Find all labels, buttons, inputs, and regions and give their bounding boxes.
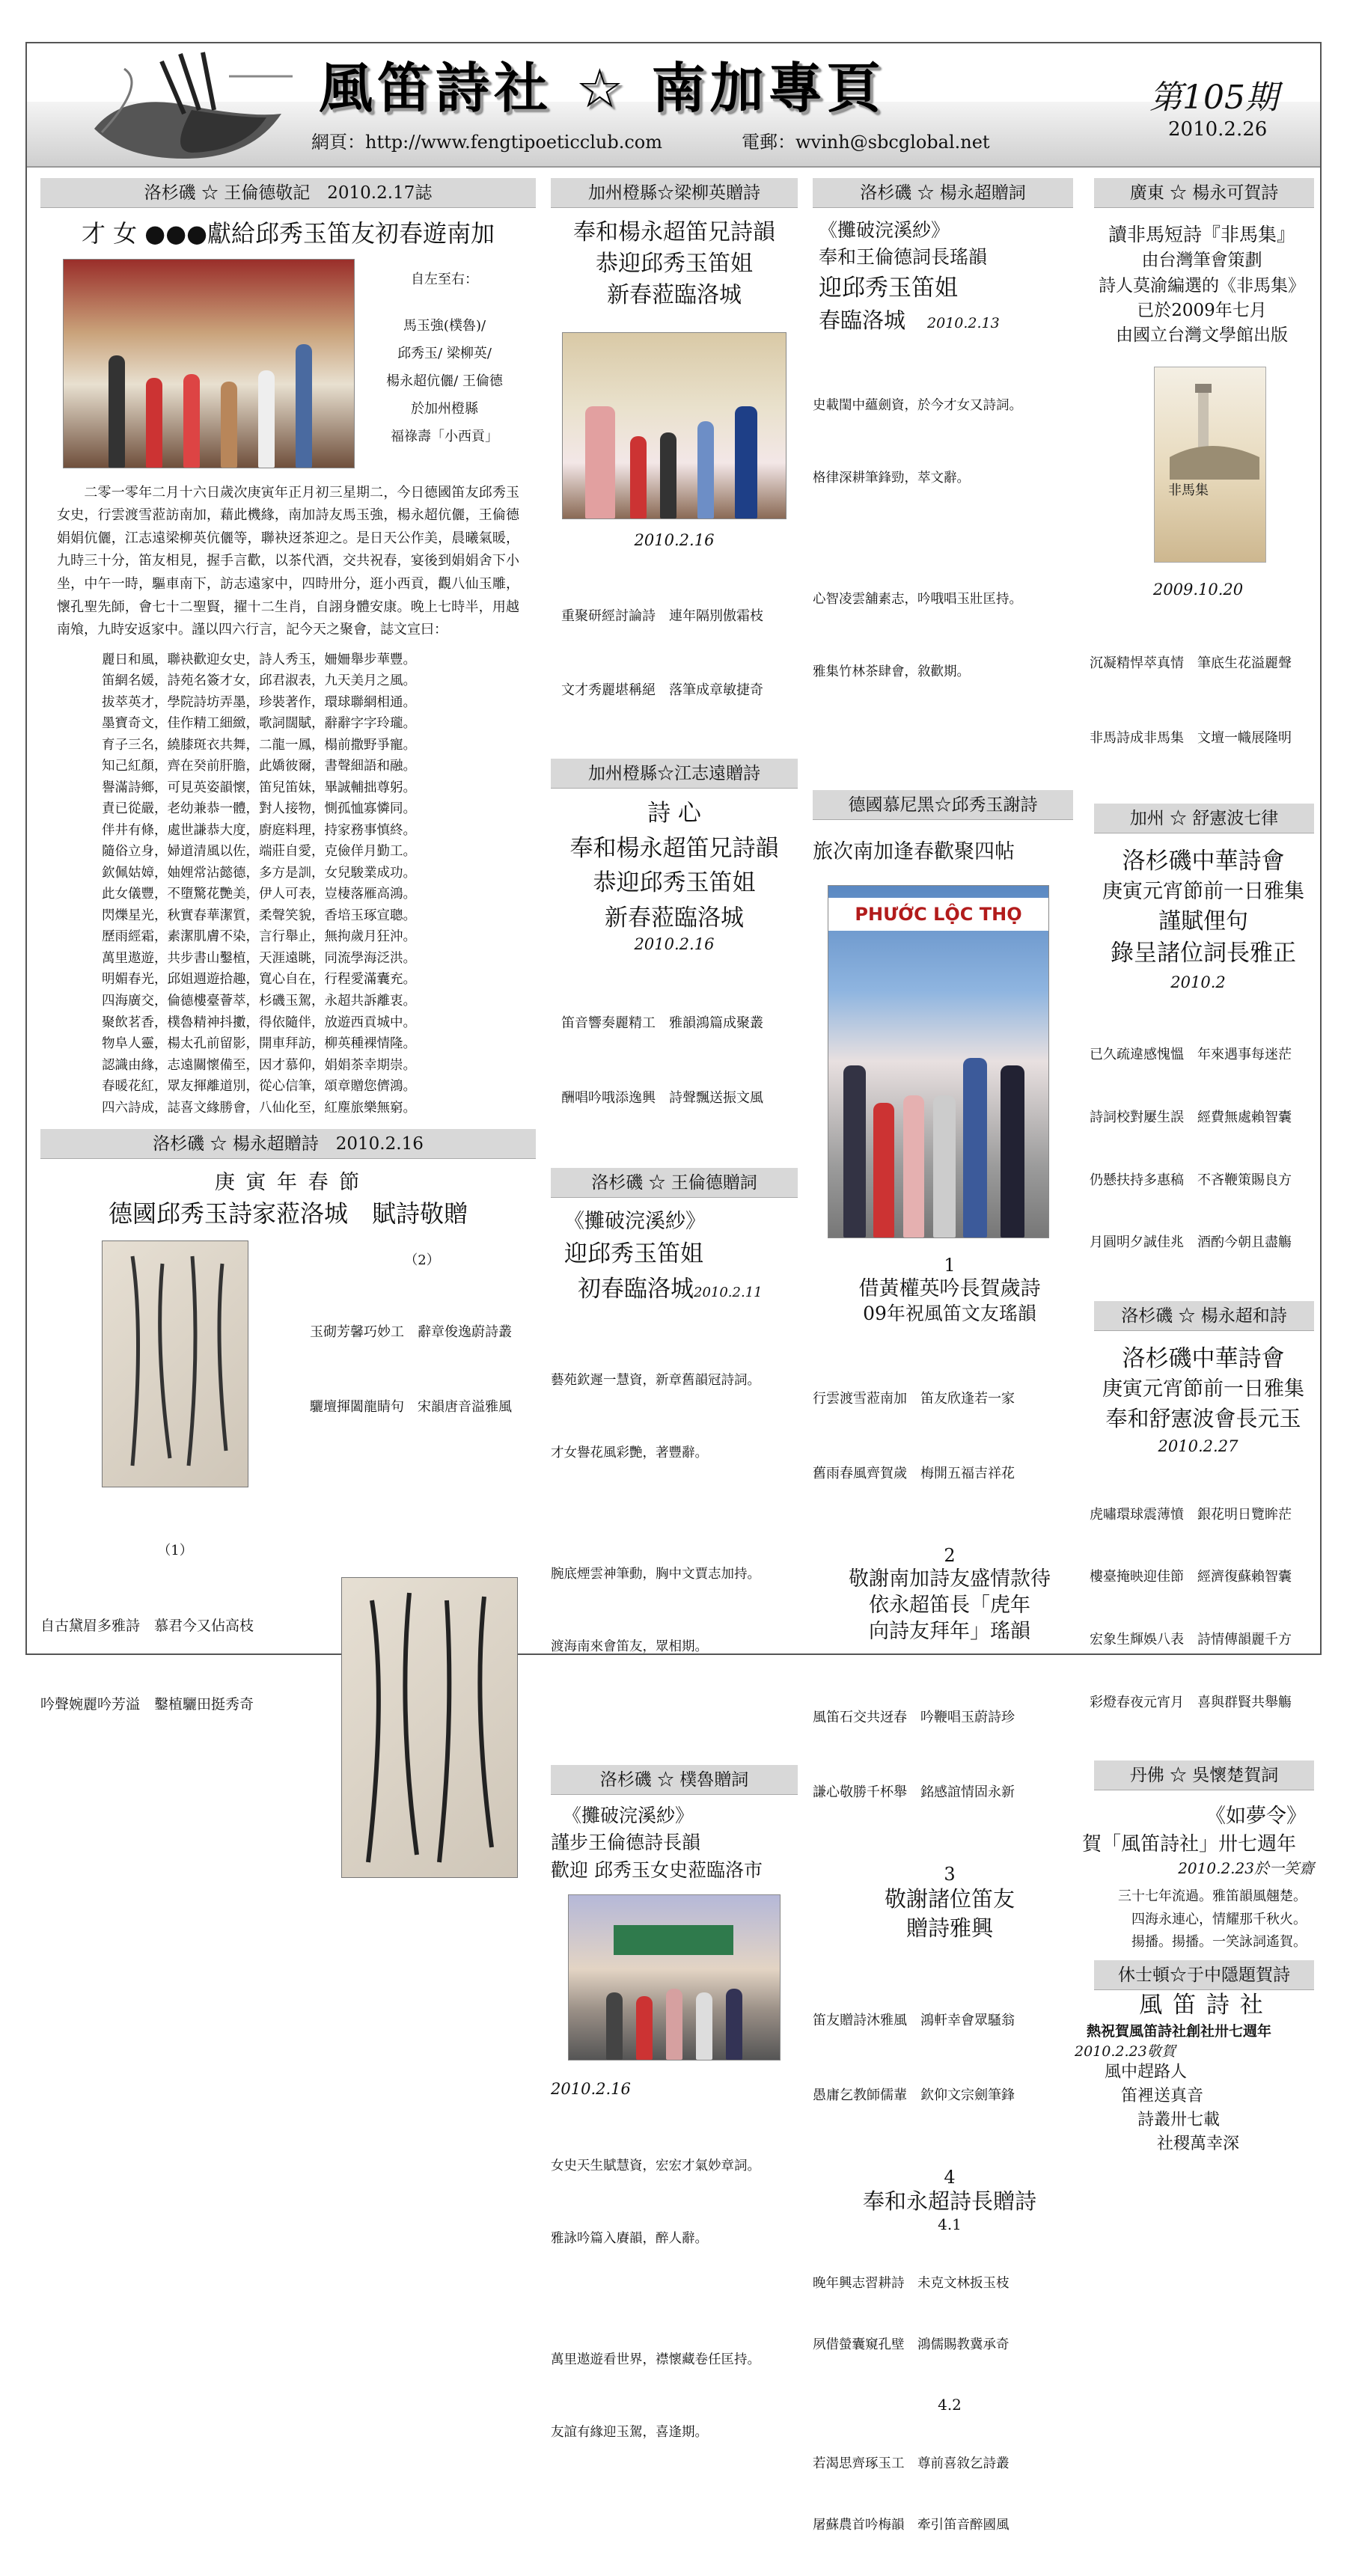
poem-line: 物阜人靈，楊太孔前留影，開車拜訪，柳英種裸情隆。 bbox=[102, 1036, 416, 1052]
title-line: 恭迎邱秀玉笛姐 bbox=[593, 869, 756, 897]
title-line: 《攤破浣溪紗》 bbox=[564, 1209, 706, 1233]
poem-line: 伴井有條，處世謙恭大度，廚庭料理，持家務事慎終。 bbox=[102, 822, 416, 838]
website-link[interactable]: 網頁：http://www.fengtipoeticclub.com bbox=[311, 132, 662, 153]
section-header: 洛杉磯 ☆ 樸魯贈詞 bbox=[551, 1765, 798, 1795]
title-line: 新春蒞臨洛城 bbox=[605, 904, 744, 931]
poem-line: 拔萃英才，學院詩坊弄墨，珍裝著作，環球聯網相通。 bbox=[102, 694, 416, 710]
poem-date: 2010.2.13 bbox=[927, 315, 1000, 332]
poem-title bbox=[813, 1885, 1087, 1943]
title-line: 敬謝諸位笛友 bbox=[884, 1885, 1015, 1912]
group-photo bbox=[828, 885, 1049, 1238]
column-2 bbox=[551, 178, 798, 2493]
poem-title bbox=[813, 1276, 1087, 1327]
poem-line: 友誼有緣迎玉駕，喜逢期。 bbox=[551, 2424, 708, 2440]
intro-line: 讀非馬短詩『非馬集』 bbox=[1108, 224, 1295, 245]
title-line: 庚寅元宵節前一日雅集 bbox=[1102, 880, 1304, 904]
article-prose: 二零一零年二月十六日歲次庚寅年正月初三星期二，今日德國笛友邱秀玉女史，行雲渡雪蒞訪南加，藉此機緣，南加詩友馬玉強，楊永超伉儷，王倫德娟娟伉儷，江志遠梁柳英伉儷等，聯袂迓茶迎之。是日天公作美，晨曦氣暖，九時三十分，笛友相見，握手言歡，以茶代酒，交共祝春，宴後到娟娟舍下小坐，中午一時，驅車南下，訪志遠家中，四時卅分，逛小西貢，觀八仙玉雕，懷孔聖先師，會七十二聖賢，擢十二生肖，自詡身體安康。晚上七時半，用越南飧，九時安返家中。謹以四六行言，記今天之聚會，誌文宣曰： bbox=[57, 484, 519, 638]
title-line: 洛杉磯中華詩會 bbox=[1122, 1345, 1285, 1373]
email-link[interactable]: 電郵：wvinh@sbcglobal.net bbox=[742, 132, 990, 153]
poem-line: 腕底煙雲神筆動，胸中文賈志加持。 bbox=[551, 1567, 760, 1582]
calligraphy-image-2 bbox=[341, 1577, 518, 1878]
masthead-title: 風笛詩社 ☆ 南加專頁 bbox=[319, 57, 885, 120]
poem-number: 2 bbox=[944, 1545, 956, 1567]
group-photo bbox=[568, 1894, 781, 2061]
poem-line: 晚年興志習耕詩 未克文林扳玉枝 bbox=[813, 2276, 1010, 2292]
caption-line: 自左至右： bbox=[411, 271, 478, 287]
poem-subtitle: 熱祝賀風笛詩社創社卅七週年 bbox=[1087, 2023, 1272, 2040]
poem-line: 驪壇揮闔龍睛句 宋韻唐音溢雅風 bbox=[310, 1399, 512, 1416]
title-line: 詩 心 bbox=[647, 800, 701, 827]
title-line: 春臨洛城 bbox=[819, 308, 906, 334]
title-line: 謹賦俚句 bbox=[1158, 908, 1248, 935]
section-header: 洛杉磯 ☆ 楊永超贈詩 2010.2.16 bbox=[40, 1129, 536, 1159]
intro-line: 由國立台灣文學館出版 bbox=[1116, 325, 1288, 346]
section-header: 休士頓☆于中隱題賀詩 bbox=[1094, 1960, 1314, 1990]
poem-line: 責已從嚴，老幼兼恭一體，對人接物，惻孤恤寡憐同。 bbox=[102, 801, 416, 817]
poem-number: 1 bbox=[944, 1255, 956, 1276]
title-line: 庚寅元宵節前一日雅集 bbox=[1102, 1377, 1304, 1401]
newspaper-page bbox=[25, 42, 1322, 2533]
poem-line: 歷雨經霜，素潔肌膚不染，言行舉止，無拘歲月狂沖。 bbox=[102, 929, 416, 945]
poem-line: 屠蘇農首吟梅韻 牽引笛音醉國風 bbox=[813, 2517, 1010, 2533]
title-line: 依永超笛長「虎年 bbox=[869, 1594, 1030, 1618]
title-line: 迎邱秀玉笛姐 bbox=[564, 1240, 703, 1268]
poem bbox=[1075, 1885, 1322, 1954]
poem-line: 格律深耕筆鋒勁，萃文辭。 bbox=[813, 471, 970, 486]
title-line: 奉和楊永超笛兄詩韻 bbox=[573, 219, 775, 245]
restaurant-sign: PHƯỚC LỘC THỌ bbox=[828, 898, 1048, 931]
poem-number: 4 bbox=[944, 2166, 956, 2188]
poem-line: 謙心敬勝千杯舉 銘感誼情固永新 bbox=[813, 1784, 1015, 1800]
poem bbox=[561, 961, 798, 1160]
poem-number: （2） bbox=[404, 1252, 440, 1268]
poem-line: 玉砌芳馨巧妙工 辭章俊逸蔚詩叢 bbox=[310, 1324, 512, 1341]
poem-line: 月圓明夕誠佳兆 酒酌今朝且盡觴 bbox=[1090, 1235, 1292, 1251]
poem-line: 女史天生賦慧資，宏宏才氣妙章詞。 bbox=[551, 2158, 760, 2173]
poem-title bbox=[1075, 845, 1322, 970]
title-line: 新春蒞臨洛城 bbox=[607, 282, 742, 308]
group-photo bbox=[562, 332, 786, 519]
poem bbox=[813, 1655, 1087, 1854]
poem-date: 2010.2.16 bbox=[634, 531, 715, 549]
poem-line: 夙借螢囊窺孔壁 鴻儒賜教冀承奇 bbox=[813, 2337, 1010, 2352]
section-header: 洛杉磯 ☆ 楊永超贈詞 bbox=[813, 178, 1073, 208]
section-header: 洛杉磯 ☆ 王倫德贈詞 bbox=[551, 1168, 798, 1198]
poem-2 bbox=[310, 1270, 534, 1469]
section-header: 洛杉磯 ☆ 王倫德敬記 2010.2.17誌 bbox=[40, 178, 536, 208]
column-1 bbox=[40, 178, 536, 1713]
title-line: 錄呈諸位詞長雅正 bbox=[1111, 940, 1296, 967]
poem-number: 4.2 bbox=[938, 2396, 962, 2414]
issue-date: 2010.2.26 bbox=[1168, 118, 1268, 141]
poem-line: 風中趕路人 bbox=[1105, 2063, 1188, 2082]
poem-line: 揚播。揚播。一笑詠詞遙賀。 bbox=[1131, 1934, 1307, 1951]
poem-line: 詩叢卅七載 bbox=[1137, 2111, 1221, 2130]
intro-line: 由台灣筆會策劃 bbox=[1141, 251, 1262, 271]
poem-line: 雅集竹林茶肆會，敘歡期。 bbox=[813, 664, 970, 680]
title-line: 歡迎 邱秀玉女史蒞臨洛市 bbox=[551, 1858, 763, 1881]
section-header: 德國慕尼黑☆邱秀玉謝詩 bbox=[813, 790, 1073, 820]
poem bbox=[813, 345, 1087, 781]
section-header: 加州橙縣☆江志遠贈詩 bbox=[551, 759, 798, 789]
poem-line: 欽佩姑嫜，妯娌常沾懿德，多方是訓，女兒駿業成功。 bbox=[102, 865, 416, 881]
title-line: 借黃權英吟長賀歲詩 bbox=[858, 1277, 1041, 1301]
poem bbox=[561, 554, 798, 753]
poem-line: 笛音響奏麗精工 雅韻鴻篇成聚叢 bbox=[561, 1015, 763, 1031]
column-4 bbox=[1075, 178, 1322, 2156]
title-line: 初春臨洛城 bbox=[578, 1275, 694, 1303]
poem-date: 2010.2.11 bbox=[694, 1284, 763, 1300]
poem-line: 雅詠吟篇入賡韻，醉人辭。 bbox=[551, 2230, 708, 2246]
caption-line: 福祿壽「小西貢」 bbox=[391, 429, 498, 445]
title-line: 《攤破浣溪紗》 bbox=[819, 219, 950, 241]
poem bbox=[813, 1958, 1087, 2157]
title-line: 奉和楊永超笛兄詩韻 bbox=[569, 834, 779, 862]
poem-title bbox=[813, 1566, 1087, 1645]
poem-line: 明媚春光，邱姐週遊拾趣，寬心自在，行程愛滿囊充。 bbox=[102, 972, 416, 988]
poem-line: 行雲渡雪蒞南加 笛友欣逢若一家 bbox=[813, 1391, 1015, 1407]
poem-line: 笛網名媛，詩苑名簽才女，邱君淑表，九天美月之風。 bbox=[102, 673, 416, 689]
title-line: 奉和舒憲波會長元玉 bbox=[1105, 1406, 1301, 1432]
poem-date: 2010.2.16 bbox=[634, 935, 715, 954]
poem-line: 愚庸乞教師儒輩 欽仰文宗劍筆鋒 bbox=[813, 2087, 1015, 2103]
poem-line: 已久疏違感愧慍 年來遇事每迷茫 bbox=[1090, 1047, 1292, 1063]
poem-1 bbox=[40, 1561, 310, 1771]
poem-title bbox=[1075, 1343, 1322, 1434]
poem-line: 譽滿詩鄉，可見英姿韻懷，笛兒笛妹，畢誠輔拙尊躬。 bbox=[102, 780, 416, 795]
poem-line: 認識由緣，志遠關懷備至，因才慕仰，娟娟茶幸期崇。 bbox=[102, 1057, 416, 1073]
poem-line: 此女儀豐，不墮驚花艷美，伊人可表，豈棲落雁高鴻。 bbox=[102, 887, 416, 902]
poem-line: 社稷萬幸深 bbox=[1157, 2135, 1240, 2154]
poem-line: 史載閨中蘊劍資，於今才女又詩詞。 bbox=[813, 398, 1022, 414]
poem bbox=[813, 1337, 1087, 1536]
bagpipe-logo bbox=[79, 46, 304, 166]
title-line: 奉和王倫德詞長瑤韻 bbox=[819, 246, 988, 269]
poem-title: 賀「風笛詩社」卅七週年 bbox=[1082, 1833, 1297, 1856]
poem-line: 笛裡送真音 bbox=[1121, 2087, 1204, 2106]
poem-line: 渡海南來會笛友，眾相期。 bbox=[551, 1639, 708, 1655]
poem-line: 詩詞校對屢生誤 經費無處賴智囊 bbox=[1090, 1110, 1292, 1126]
poem bbox=[813, 2414, 1087, 2576]
title-line: 敬謝南加詩友盛情款待 bbox=[849, 1567, 1051, 1591]
masthead bbox=[27, 43, 1320, 168]
poem-line: 舊雨春風齊賀歲 梅開五福吉祥花 bbox=[813, 1466, 1015, 1482]
poem-line: 風笛石交共迓春 吟鞭唱玉蔚詩珍 bbox=[813, 1710, 1015, 1726]
poem-title: 旅次南加逢春歡聚四帖 bbox=[813, 840, 1015, 864]
poem-line: 重聚研經討論詩 連年隔別傲霜枝 bbox=[561, 608, 763, 624]
poem-line: 宏象生輝娛八表 詩情傳韻麗千方 bbox=[1090, 1631, 1292, 1648]
poem-line: 仍懸扶持多惠稿 不吝鞭策賜良方 bbox=[1090, 1172, 1292, 1188]
poem-line: 育子三名，繞膝斑衣共舞，二龍一鳳，榻前撒野爭寵。 bbox=[102, 737, 416, 753]
title-line: 謹步王倫德詩長韻 bbox=[551, 1832, 701, 1854]
group-photo bbox=[63, 259, 355, 468]
title-line: 09年祝風笛文友瑤韻 bbox=[863, 1303, 1036, 1325]
poem-title bbox=[551, 1802, 798, 1884]
poem-line: 酬唱吟哦添逸興 詩聲飄送振文風 bbox=[561, 1089, 763, 1106]
intro-text bbox=[1075, 221, 1322, 349]
book-cover bbox=[1154, 367, 1266, 563]
poem-line: 笛友贈詩沐雅風 鴻軒幸會眾騷翁 bbox=[813, 2012, 1015, 2028]
poem-line: 若渴思齊琢玉工 尊前喜敘乞詩叢 bbox=[813, 2456, 1010, 2472]
issue-number: 第105期 bbox=[1149, 79, 1278, 117]
poem-number: （1） bbox=[157, 1542, 193, 1558]
poem bbox=[1090, 1463, 1322, 1754]
section-header: 加州橙縣☆梁柳英贈詩 bbox=[551, 178, 798, 208]
caption-line: 於加州橙縣 bbox=[411, 401, 478, 417]
poem bbox=[1090, 602, 1322, 801]
caption-line: 馬玉強(樸魯)/ bbox=[403, 318, 486, 334]
title-line: 向詩友拜年」瑤韻 bbox=[869, 1620, 1030, 1644]
poem-date: 2009.10.20 bbox=[1152, 580, 1244, 599]
poem-title: 奉和永超詩長贈詩 bbox=[862, 2188, 1036, 2214]
poem-date: 2010.2.27 bbox=[1158, 1437, 1238, 1455]
poem-title bbox=[551, 796, 798, 935]
poem-date: 2010.2.23於一笑齋 bbox=[1178, 1859, 1314, 1878]
intro-line: 詩人莫渝編選的《非馬集》 bbox=[1099, 275, 1305, 296]
poem-line: 三十七年流過。雅笛韻風翹楚。 bbox=[1118, 1888, 1307, 1905]
poem bbox=[1090, 1003, 1322, 1295]
column-3 bbox=[813, 178, 1087, 2576]
poem-line: 藝苑欽遲一慧資，新章舊韻冠詩詞。 bbox=[551, 1373, 760, 1388]
poem-line: 吟聲婉麗吟芳溢 鑿植驪田挺秀奇 bbox=[40, 1696, 254, 1713]
poem-line: 樓臺掩映迎佳節 經濟復蘇賴智囊 bbox=[1090, 1569, 1292, 1585]
poem-line: 自古黛眉多雅詩 慕君今又佔高枝 bbox=[40, 1618, 254, 1635]
poem-date: 2010.2.23敬賀 bbox=[1075, 2043, 1176, 2061]
section-header: 廣東 ☆ 楊永可賀詩 bbox=[1094, 178, 1314, 208]
poem-title bbox=[551, 217, 798, 311]
photo-caption bbox=[362, 266, 527, 451]
caption-line: 楊永超伉儷/ 王倫德 bbox=[386, 373, 503, 390]
poem bbox=[551, 2105, 798, 2493]
book-title: 非馬集 bbox=[1168, 482, 1209, 498]
poem-line: 沉凝精悍萃真情 筆底生花溢麗聲 bbox=[1090, 655, 1292, 672]
poem-line: 墨寶奇文，佳作精工細緻，歌詞闊賦，辭辭字字玲瓏。 bbox=[102, 716, 416, 732]
poem-title bbox=[813, 217, 1087, 336]
article-poem bbox=[40, 642, 536, 1119]
poem bbox=[551, 1320, 798, 1756]
poem bbox=[1075, 2061, 1322, 2156]
poem-number: 4.1 bbox=[938, 2215, 962, 2234]
poem-date: 2010.2 bbox=[1170, 973, 1226, 991]
poem-title: 庚 寅 年 春 節 bbox=[214, 1171, 362, 1195]
poem-line: 萬里遨遊看世界，襟懷藏卷任匡持。 bbox=[551, 2352, 760, 2367]
calligraphy-image-1 bbox=[102, 1240, 248, 1487]
poem-line: 文才秀麗堪稱絕 落筆成章敏捷奇 bbox=[561, 682, 763, 699]
poem-line: 虎嘯環球震薄憤 銀花明日覽眸茫 bbox=[1090, 1506, 1292, 1523]
poem-title: 《如夢令》 bbox=[1206, 1805, 1307, 1829]
poem-line: 聚飲茗香，樸魯精神抖擻，得依隨伴，放遊西貢城中。 bbox=[102, 1015, 416, 1030]
poem-line: 才女譽花風彩艷，著豐辭。 bbox=[551, 1445, 708, 1461]
caption-line: 邱秀玉/ 梁柳英/ bbox=[397, 346, 492, 362]
poem-line: 四海廣交，倫德樓臺薈萃，杉磯玉駕，永超共訴離衷。 bbox=[102, 994, 416, 1009]
poem-line: 彩燈春夜元宵月 喜與群賢共舉觴 bbox=[1090, 1694, 1292, 1710]
article-headline: 才 女 ●●●獻給邱秀玉笛友初春遊南加 bbox=[81, 219, 495, 248]
poem-title: 德國邱秀玉詩家蒞洛城 賦詩敬贈 bbox=[108, 1199, 468, 1229]
poem-line: 春暖花紅，眾友揮離道別，從心信筆，頌章贈您儕鴻。 bbox=[102, 1079, 416, 1095]
poem bbox=[813, 2233, 1087, 2396]
poem-title bbox=[551, 1207, 798, 1307]
poem-line: 萬里遨遊，共步書山鑿植，天涯遠眺，同流學海泛洪。 bbox=[102, 950, 416, 966]
section-header: 加州 ☆ 舒憲波七律 bbox=[1094, 804, 1314, 833]
title-line: 贈詩雅興 bbox=[905, 1915, 993, 1941]
poem-line: 隨俗立身，婦道清風以佐，端莊自愛，克儉佯月勤工。 bbox=[102, 844, 416, 860]
poem-line: 四六詩成，誌喜文緣勝會，八仙化至，紅塵旅樂無窮。 bbox=[102, 1100, 416, 1116]
poem-line: 四海永連心，情耀那千秋火。 bbox=[1131, 1911, 1307, 1927]
section-header: 丹佛 ☆ 吳懷楚賀詞 bbox=[1094, 1760, 1314, 1790]
title-line: 《攤破浣溪紗》 bbox=[563, 1805, 694, 1826]
poem-line: 麗日和風，聯袂歡迎女史，詩人秀玉，姍姍舉步華豐。 bbox=[102, 652, 416, 667]
title-line: 迎邱秀玉笛姐 bbox=[819, 274, 958, 302]
poem-date: 2010.2.16 bbox=[551, 2079, 631, 2098]
section-header: 洛杉磯 ☆ 楊永超和詩 bbox=[1094, 1301, 1314, 1331]
poem-number: 3 bbox=[944, 1863, 956, 1885]
title-line: 洛杉磯中華詩會 bbox=[1122, 848, 1285, 875]
poem-title: 風 笛 詩 社 bbox=[1139, 1992, 1265, 2019]
poem-line: 非馬詩成非馬集 文壇一幟展隆明 bbox=[1090, 730, 1292, 747]
poem-line: 知己紅顏，齊在癸前肝膽，此嬌彼爾，書聲細語和融。 bbox=[102, 759, 416, 774]
poem-line: 心智凌雲舖素志，吟哦唱玉壯匡持。 bbox=[813, 592, 1022, 608]
intro-line: 已於2009年七月 bbox=[1137, 300, 1267, 320]
title-line: 恭迎邱秀玉笛姐 bbox=[596, 251, 753, 277]
poem-line: 閃爍星光，秋實春華潔質，柔聲笑貌，香培玉琢宣聰。 bbox=[102, 908, 416, 923]
